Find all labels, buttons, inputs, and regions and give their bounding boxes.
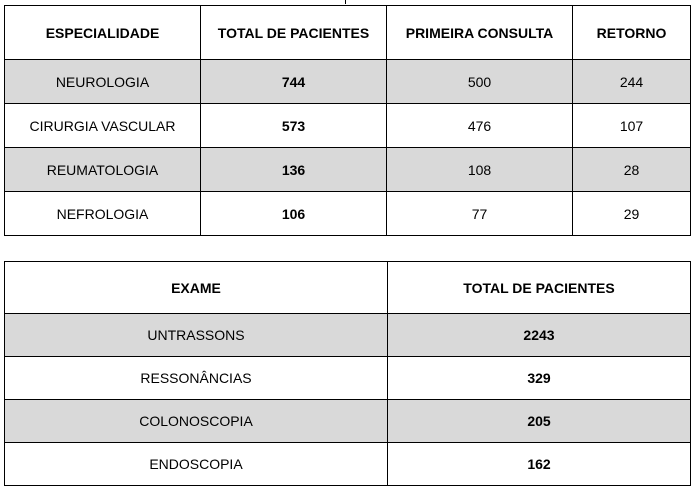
cell-total: 573 xyxy=(201,104,387,148)
top-divider-mark xyxy=(345,0,346,4)
cell-total: 162 xyxy=(388,443,691,486)
header-exame: EXAME xyxy=(5,262,388,314)
cell-especialidade: NEUROLOGIA xyxy=(5,60,201,104)
cell-retorno: 244 xyxy=(573,60,691,104)
table-header-row xyxy=(5,6,691,60)
cell-total: 329 xyxy=(388,357,691,400)
cell-total: 136 xyxy=(201,148,387,192)
cell-primeira: 476 xyxy=(387,104,573,148)
cell-especialidade: NEFROLOGIA xyxy=(5,192,201,236)
exams-table xyxy=(4,261,691,486)
cell-retorno: 28 xyxy=(573,148,691,192)
cell-total: 744 xyxy=(201,60,387,104)
table-row xyxy=(5,148,691,192)
header-total-pacientes: TOTAL DE PACIENTES xyxy=(388,262,691,314)
table-row xyxy=(5,400,691,443)
table-row xyxy=(5,104,691,148)
header-total-pacientes: TOTAL DE PACIENTES xyxy=(201,6,387,60)
cell-exame: RESSONÂNCIAS xyxy=(5,357,388,400)
table-row xyxy=(5,357,691,400)
table-row xyxy=(5,192,691,236)
table-row xyxy=(5,314,691,357)
cell-especialidade: CIRURGIA VASCULAR xyxy=(5,104,201,148)
cell-exame: COLONOSCOPIA xyxy=(5,400,388,443)
table-header-row xyxy=(5,262,691,314)
cell-total: 2243 xyxy=(388,314,691,357)
cell-retorno: 107 xyxy=(573,104,691,148)
header-especialidade: ESPECIALIDADE xyxy=(5,6,201,60)
cell-exame: UNTRASSONS xyxy=(5,314,388,357)
cell-primeira: 77 xyxy=(387,192,573,236)
cell-retorno: 29 xyxy=(573,192,691,236)
header-retorno: RETORNO xyxy=(573,6,691,60)
cell-exame: ENDOSCOPIA xyxy=(5,443,388,486)
table-row xyxy=(5,443,691,486)
specialties-table xyxy=(4,5,691,236)
header-primeira-consulta: PRIMEIRA CONSULTA xyxy=(387,6,573,60)
cell-total: 106 xyxy=(201,192,387,236)
table-row xyxy=(5,60,691,104)
cell-primeira: 108 xyxy=(387,148,573,192)
cell-primeira: 500 xyxy=(387,60,573,104)
cell-especialidade: REUMATOLOGIA xyxy=(5,148,201,192)
cell-total: 205 xyxy=(388,400,691,443)
